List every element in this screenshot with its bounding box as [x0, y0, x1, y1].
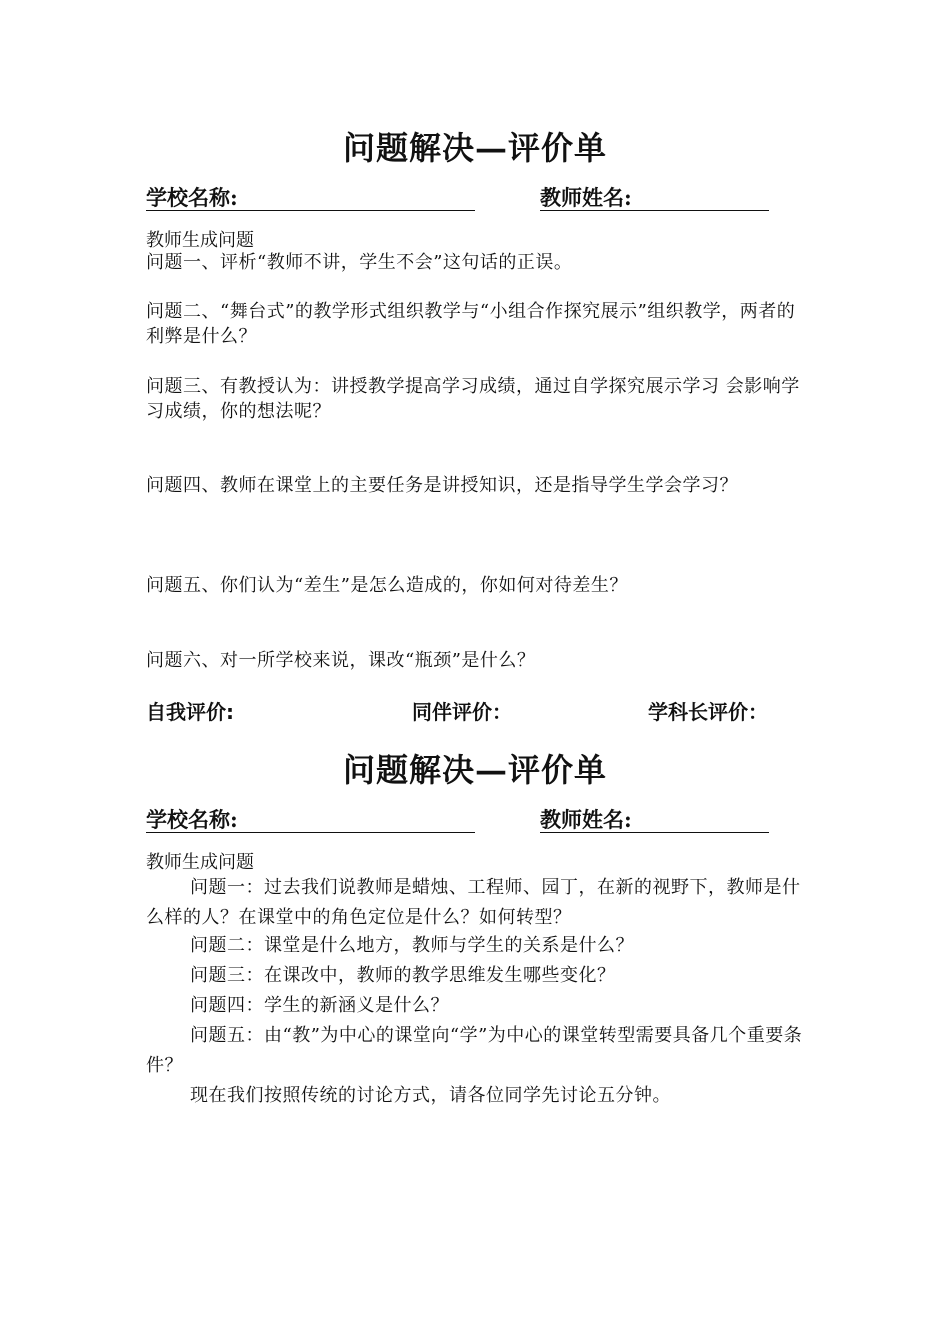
evaluation-form-2 — [0, 740, 950, 1106]
school-name-field[interactable] — [146, 832, 475, 833]
school-name-label: 学校名称: — [146, 807, 238, 832]
question-4: 问题四：学生的新涵义是什么？ — [190, 995, 449, 1016]
question-3: 问题三、有教授认为：讲授教学提高学习成绩，通过自学探究展示学习 会影响学习成绩，你的想法呢？ — [146, 376, 800, 422]
evaluation-form-1 — [0, 118, 950, 724]
teacher-name-field[interactable] — [540, 210, 769, 211]
question-1: 问题一：过去我们说教师是蜡烛、工程师、园丁，在新的视野下，教师是什么样的人？在课堂中的角色定位是什么？如何转型？ — [146, 877, 801, 928]
question-5: 问题五：由“教”为中心的课堂向“学”为中心的课堂转型需要具备几个重要条件？ — [146, 1025, 803, 1076]
peer-evaluation-label: 同伴评价： — [412, 700, 512, 724]
section-heading: 教师生成问题 — [146, 230, 254, 251]
school-name-field[interactable] — [146, 210, 475, 211]
info-row — [0, 178, 950, 214]
teacher-name-field[interactable] — [540, 832, 769, 833]
question-4: 问题四、教师在课堂上的主要任务是讲授知识，还是指导学生学会学习？ — [146, 475, 738, 496]
question-5: 问题五、你们认为“差生”是怎么造成的，你如何对待差生？ — [146, 575, 628, 596]
question-1: 问题一、评析“教师不讲，学生不会”这句话的正误。 — [146, 252, 573, 273]
form-title: 问题解决—评价单 — [342, 129, 607, 167]
question-2: 问题二：课堂是什么地方，教师与学生的关系是什么？ — [190, 935, 634, 956]
question-6: 问题六、对一所学校来说，课改“瓶颈”是什么？ — [146, 650, 536, 671]
closing-instruction: 现在我们按照传统的讨论方式，请各位同学先讨论五分钟。 — [190, 1085, 671, 1106]
question-2: 问题二、“舞台式”的教学形式组织教学与“小组合作探究展示”组织教学，两者的利弊是什么？ — [146, 301, 796, 347]
teacher-name-label: 教师姓名: — [540, 807, 632, 832]
question-3: 问题三：在课改中，教师的教学思维发生哪些变化？ — [190, 965, 616, 986]
section-heading: 教师生成问题 — [146, 852, 254, 873]
teacher-name-label: 教师姓名: — [540, 185, 632, 210]
form-title: 问题解决—评价单 — [342, 751, 607, 789]
self-evaluation-label: 自我评价: — [146, 700, 234, 724]
info-row — [0, 800, 950, 836]
subject-head-evaluation-label: 学科长评价： — [648, 700, 768, 724]
school-name-label: 学校名称: — [146, 185, 238, 210]
